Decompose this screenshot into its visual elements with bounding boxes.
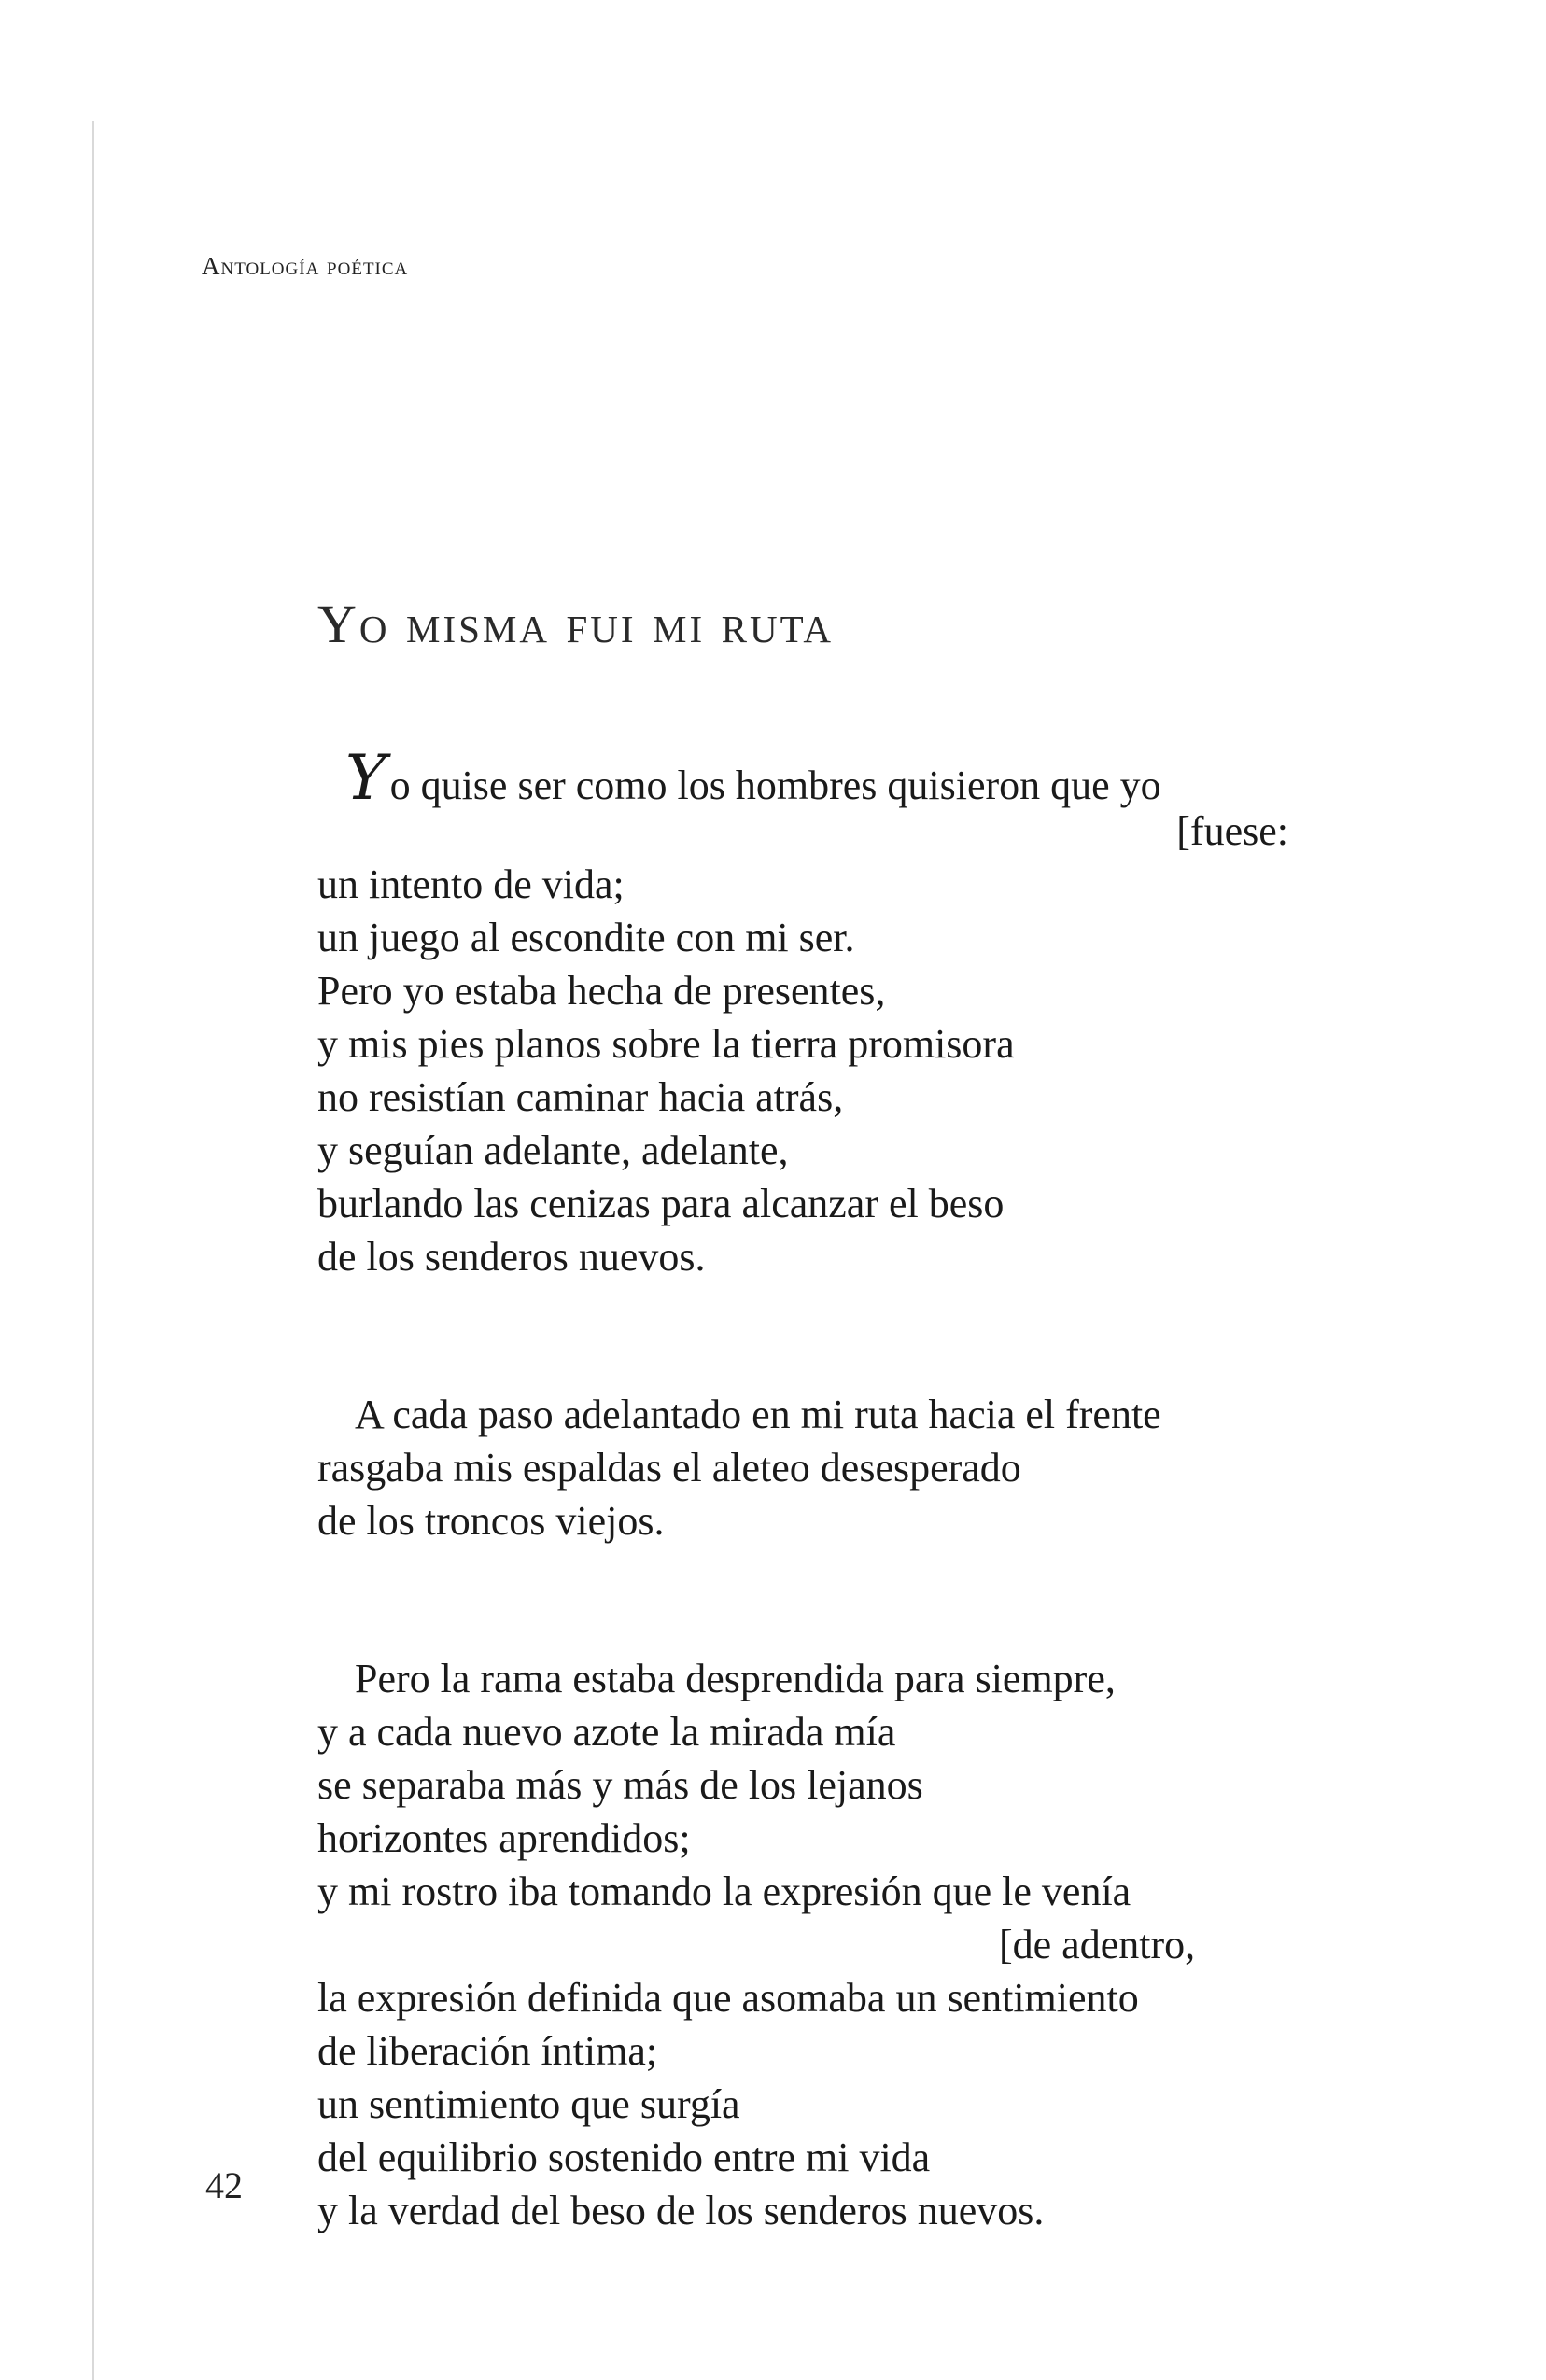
poem-line-continuation: [de adentro,	[999, 1922, 1196, 1967]
poem-line: Yo quise ser como los hombres quisieron que yo	[317, 751, 1288, 805]
poem-line: y seguían adelante, adelante,	[317, 1127, 789, 1173]
running-head: Antología poética	[202, 252, 409, 280]
poem-line: la expresión definida que asomaba un sentimiento	[317, 1975, 1139, 2021]
poem-line: de los troncos viejos.	[317, 1498, 665, 1544]
poem-line: un sentimiento que surgía	[317, 2081, 740, 2127]
poem-line: del equilibrio sostenido entre mi vida	[317, 2135, 931, 2180]
stanza	[317, 1652, 1288, 2237]
poem-line: y mis pies planos sobre la tierra promisora	[317, 1021, 1015, 1067]
poem-line-continuation: [fuese:	[1176, 808, 1288, 854]
poem-line: A cada paso adelantado en mi ruta hacia el frente	[355, 1392, 1161, 1437]
poem-line: burlando las cenizas para alcanzar el beso	[317, 1181, 1005, 1226]
poem-line: de los senderos nuevos.	[317, 1234, 706, 1280]
poem-line: se separaba más y más de los lejanos	[317, 1762, 923, 1808]
stanza	[317, 742, 1288, 1283]
poem-line: no resistían caminar hacia atrás,	[317, 1074, 844, 1120]
poem-line: y a cada nuevo azote la mirada mía	[317, 1709, 896, 1755]
poem-title: Yo misma fui mi ruta	[317, 594, 834, 654]
poem-line: horizontes aprendidos;	[317, 1815, 691, 1861]
poem-line: un intento de vida;	[317, 861, 625, 907]
poem-line: un juego al escondite con mi ser.	[317, 915, 855, 960]
poem-line: rasgaba mis espaldas el aleteo desesperado	[317, 1445, 1021, 1491]
poem-body	[317, 742, 1288, 2237]
poem-line: Pero yo estaba hecha de presentes,	[317, 968, 886, 1014]
poem-line: y la verdad del beso de los senderos nuevos.	[317, 2188, 1045, 2233]
poem-line: de liberación íntima;	[317, 2028, 658, 2074]
drop-cap: Y	[345, 742, 386, 814]
poem-line: Pero la rama estaba desprendida para siempre,	[355, 1656, 1116, 1701]
page-margin-line	[92, 121, 94, 2380]
stanza	[317, 1388, 1288, 1547]
poem-line: y mi rostro iba tomando la expresión que le venía	[317, 1869, 1131, 1914]
page-number: 42	[205, 2164, 243, 2206]
